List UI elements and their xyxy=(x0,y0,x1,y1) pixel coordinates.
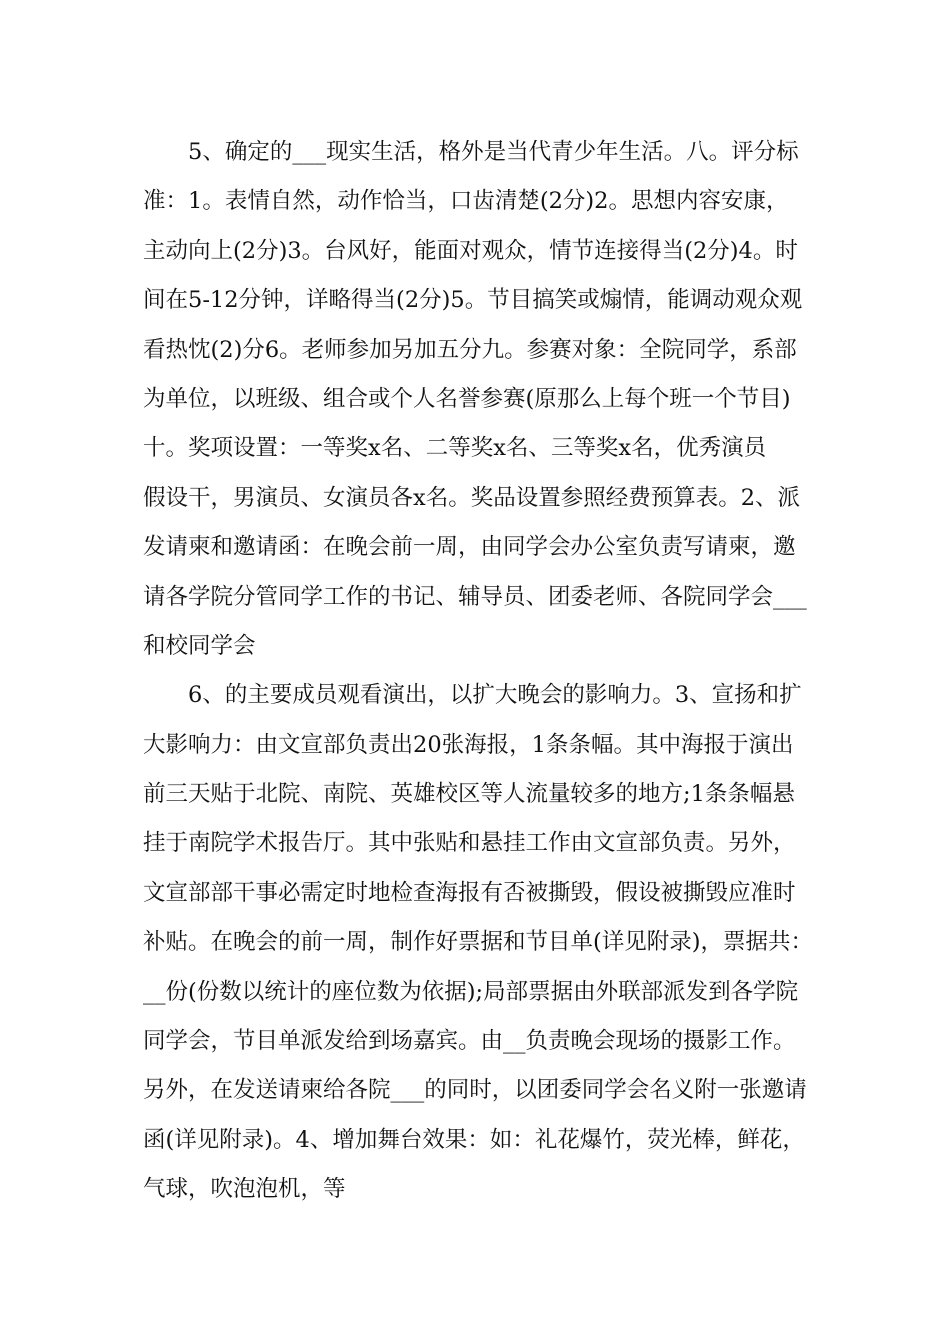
text-line: 请各学院分管同学工作的书记、辅导员、团委老师、各院同学会___ xyxy=(143,583,807,610)
text-line: 看热忱(2)分6。老师参加另加五分九。参赛对象：全院同学，系部 xyxy=(143,336,797,363)
text-line: 假设干，男演员、女演员各x名。奖品设置参照经费预算表。2、派 xyxy=(143,484,801,511)
text-line: 前三天贴于北院、南院、英雄校区等人流量较多的地方;1条条幅悬 xyxy=(143,781,795,808)
paragraph-1 xyxy=(143,128,823,671)
text-line: 同学会，节目单派发给到场嘉宾。由__负责晚会现场的摄影工作。 xyxy=(143,1028,796,1055)
text-line: 间在5-12分钟，详略得当(2分)5。节目搞笑或煽情，能调动观众观 xyxy=(143,287,803,314)
text-line: 函(详见附录)。4、增加舞台效果：如：礼花爆竹，荧光棒，鲜花， xyxy=(143,1126,805,1153)
text-line: 十。奖项设置：一等奖x名、二等奖x名、三等奖x名，优秀演员 xyxy=(143,435,767,462)
text-line: 6、的主要成员观看演出，以扩大晚会的影响力。3、宣扬和扩 xyxy=(188,682,802,709)
text-line: 另外，在发送请柬给各院___的同时，以团委同学会名义附一张邀请 xyxy=(143,1077,807,1104)
paragraph-2 xyxy=(143,671,823,1214)
text-line: 为单位，以班级、组合或个人名誉参赛(原那么上每个班一个节目) xyxy=(143,385,791,412)
text-line: 发请柬和邀请函：在晚会前一周，由同学会办公室负责写请柬，邀 xyxy=(143,534,796,561)
text-line: 补贴。在晚会的前一周，制作好票据和节目单(详见附录)，票据共： xyxy=(143,929,814,956)
text-line: 准：1。表情自然，动作恰当，口齿清楚(2分)2。思想内容安康， xyxy=(143,188,789,215)
text-line: 5、确定的___现实生活，格外是当代青少年生活。八。评分标 xyxy=(188,139,799,165)
text-line: __份(份数以统计的座位数为依据);局部票据由外联部派发到各学院 xyxy=(143,978,799,1005)
text-line: 文宣部部干事必需定时地检查海报有否被撕毁，假设被撕毁应准时 xyxy=(143,879,796,906)
text-line: 大影响力：由文宣部负责出20张海报，1条条幅。其中海报于演出 xyxy=(143,731,794,758)
text-line: 和校同学会 xyxy=(143,632,256,659)
text-line: 主动向上(2分)3。台风好，能面对观众，情节连接得当(2分)4。时 xyxy=(143,237,798,264)
text-line: 气球，吹泡泡机，等 xyxy=(143,1176,346,1203)
document-body xyxy=(143,128,823,1215)
text-line: 挂于南院学术报告厅。其中张贴和悬挂工作由文宣部负责。另外， xyxy=(143,830,796,857)
